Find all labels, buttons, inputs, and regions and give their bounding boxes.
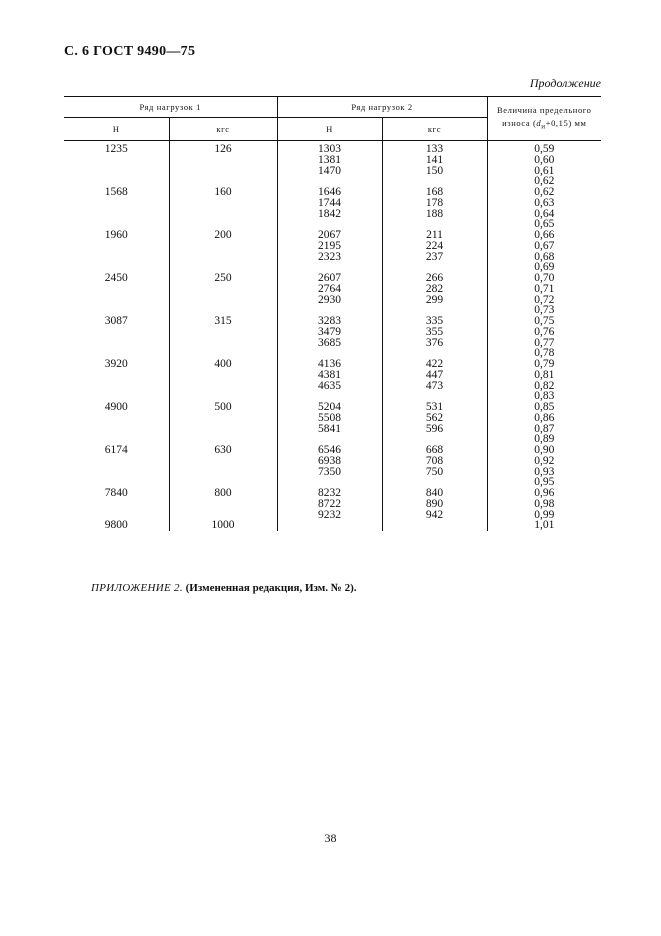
cell-kgs-2: 188 — [382, 209, 487, 220]
cell-kgs-1 — [169, 155, 277, 166]
cell-wear: 0,66 — [534, 229, 555, 241]
cell-n-2: 9232 — [277, 510, 382, 521]
cell-wear: 0,99 — [534, 508, 555, 521]
cell-n-1 — [64, 499, 169, 510]
cell-n-1: 3087 — [64, 316, 169, 327]
table-row — [64, 209, 601, 220]
cell-kgs-1 — [169, 198, 277, 209]
cell-kgs-2: 335 — [382, 316, 487, 327]
cell-kgs-1 — [169, 327, 277, 338]
cell-wear: 0,62 — [534, 186, 555, 198]
page-number: 38 — [324, 831, 337, 845]
cell-kgs-2 — [382, 520, 487, 531]
cell-kgs-2: 299 — [382, 295, 487, 306]
table-row — [64, 166, 601, 177]
cell-kgs-2: 422 — [382, 359, 487, 370]
cell-n-2 — [277, 520, 382, 531]
cell-n-1 — [64, 424, 169, 435]
col-header-kgs-1: кгс — [169, 118, 277, 141]
cell-kgs-2: 376 — [382, 338, 487, 349]
cell-wear: 0,78 — [534, 347, 555, 360]
cell-n-2: 5841 — [277, 424, 382, 435]
cell-n-2: 4381 — [277, 370, 382, 381]
table-row — [64, 413, 601, 424]
cell-kgs-1: 250 — [169, 273, 277, 284]
cell-n-2: 5204 — [277, 402, 382, 413]
cell-kgs-1: 800 — [169, 488, 277, 499]
cell-n-1: 3920 — [64, 359, 169, 370]
table-row — [64, 499, 601, 510]
col-header-n-2: Н — [277, 118, 382, 141]
cell-kgs-2: 668 — [382, 445, 487, 456]
col-header-n-1: Н — [64, 118, 169, 141]
cell-kgs-2: 150 — [382, 166, 487, 177]
cell-wear: 0,82 — [534, 379, 555, 392]
cell-wear: 0,65 — [534, 218, 555, 231]
cell-kgs-1: 500 — [169, 402, 277, 413]
cell-n-1 — [64, 241, 169, 252]
cell-wear: 0,63 — [534, 196, 555, 209]
table-row — [64, 381, 601, 392]
cell-kgs-1: 400 — [169, 359, 277, 370]
cell-n-1 — [64, 252, 169, 263]
cell-n-2: 2930 — [277, 295, 382, 306]
cell-n-1: 2450 — [64, 273, 169, 284]
cell-kgs-2: 531 — [382, 402, 487, 413]
cell-kgs-2: 237 — [382, 252, 487, 263]
cell-kgs-1 — [169, 209, 277, 220]
cell-kgs-2: 224 — [382, 241, 487, 252]
cell-n-1 — [64, 155, 169, 166]
cell-n-2: 1842 — [277, 209, 382, 220]
table-row — [64, 155, 601, 166]
wear-line-1: Величина предельного — [497, 104, 592, 115]
cell-kgs-2: 282 — [382, 284, 487, 295]
col-header-kgs-2: кгс — [382, 118, 487, 141]
cell-n-1 — [64, 209, 169, 220]
cell-kgs-2: 562 — [382, 413, 487, 424]
cell-wear: 0,62 — [534, 175, 555, 188]
cell-n-2: 3283 — [277, 316, 382, 327]
cell-n-2: 4136 — [277, 359, 382, 370]
cell-wear: 0,98 — [534, 497, 555, 510]
cell-n-1: 4900 — [64, 402, 169, 413]
table-row — [64, 467, 601, 478]
cell-n-2: 7350 — [277, 467, 382, 478]
cell-kgs-2: 750 — [382, 467, 487, 478]
cell-n-1: 6174 — [64, 445, 169, 456]
cell-kgs-1: 126 — [169, 141, 277, 155]
cell-kgs-1 — [169, 456, 277, 467]
cell-n-1 — [64, 381, 169, 392]
cell-wear: 0,59 — [534, 143, 555, 155]
cell-n-1: 1568 — [64, 187, 169, 198]
cell-n-1 — [64, 338, 169, 349]
cell-n-1: 1235 — [64, 141, 169, 155]
cell-wear: 0,79 — [534, 358, 555, 370]
cell-wear: 0,87 — [534, 422, 555, 435]
table-row — [64, 424, 601, 435]
header-wear-limit — [487, 97, 601, 141]
cell-kgs-1: 1000 — [169, 520, 277, 531]
cell-wear: 0,68 — [534, 250, 555, 263]
cell-n-2: 2607 — [277, 273, 382, 284]
table-row — [64, 370, 601, 381]
cell-wear: 0,89 — [534, 433, 555, 446]
cell-kgs-2: 473 — [382, 381, 487, 392]
cell-kgs-1 — [169, 381, 277, 392]
cell-kgs-1 — [169, 338, 277, 349]
cell-n-1: 1960 — [64, 230, 169, 241]
cell-wear: 0,92 — [534, 454, 555, 467]
wear-d-symbol: d — [536, 117, 542, 128]
cell-kgs-1 — [169, 284, 277, 295]
cell-wear: 0,77 — [534, 336, 555, 349]
group-header-load-series-2: Ряд нагрузок 2 — [277, 97, 487, 118]
wear-line-2-pre: износа ( — [502, 117, 537, 128]
cell-n-1: 7840 — [64, 488, 169, 499]
cell-wear: 0,86 — [534, 411, 555, 424]
cell-n-2: 3479 — [277, 327, 382, 338]
cell-wear: 0,60 — [534, 153, 555, 166]
table-row — [64, 295, 601, 306]
cell-n-2: 2764 — [277, 284, 382, 295]
cell-n-1 — [64, 456, 169, 467]
cell-kgs-1: 160 — [169, 187, 277, 198]
table-row — [64, 327, 601, 338]
cell-kgs-2: 708 — [382, 456, 487, 467]
cell-wear: 1,01 — [534, 519, 555, 532]
wear-d-subscript: и — [541, 122, 546, 131]
cell-wear: 0,69 — [534, 261, 555, 274]
cell-n-1 — [64, 166, 169, 177]
cell-n-1 — [64, 284, 169, 295]
appendix-label: ПРИЛОЖЕНИЕ 2. — [91, 582, 183, 594]
cell-kgs-1 — [169, 252, 277, 263]
cell-wear: 0,76 — [534, 325, 555, 338]
cell-n-2: 1470 — [277, 166, 382, 177]
cell-kgs-1: 315 — [169, 316, 277, 327]
cell-kgs-2: 211 — [382, 230, 487, 241]
cell-wear: 0,95 — [534, 476, 555, 489]
cell-kgs-2: 168 — [382, 187, 487, 198]
table-row — [64, 198, 601, 209]
continuation-label: Продолжение — [529, 76, 601, 90]
cell-kgs-1 — [169, 295, 277, 306]
cell-wear: 0,83 — [534, 390, 555, 403]
cell-kgs-2: 840 — [382, 488, 487, 499]
cell-kgs-2: 141 — [382, 155, 487, 166]
cell-wear: 0,67 — [534, 239, 555, 252]
cell-n-2: 2323 — [277, 252, 382, 263]
cell-wear: 0,85 — [534, 401, 555, 413]
cell-n-2: 5508 — [277, 413, 382, 424]
table-row — [64, 456, 601, 467]
cell-kgs-2: 596 — [382, 424, 487, 435]
cell-kgs-1: 200 — [169, 230, 277, 241]
cell-n-1 — [64, 370, 169, 381]
cell-n-1: 9800 — [64, 520, 169, 531]
cell-wear: 0,75 — [534, 315, 555, 327]
cell-kgs-2: 355 — [382, 327, 487, 338]
cell-n-2: 4635 — [277, 381, 382, 392]
table-row — [64, 510, 601, 521]
wear-line-2-post: +0,15) мм — [545, 117, 587, 128]
cell-wear: 0,64 — [534, 207, 555, 220]
cell-n-2: 1744 — [277, 198, 382, 209]
cell-kgs-1 — [169, 241, 277, 252]
cell-n-2: 6938 — [277, 456, 382, 467]
cell-n-2: 2067 — [277, 230, 382, 241]
cell-wear: 0,96 — [534, 487, 555, 499]
cell-kgs-2: 890 — [382, 499, 487, 510]
cell-kgs-1 — [169, 413, 277, 424]
cell-n-2: 6546 — [277, 445, 382, 456]
cell-kgs-2: 447 — [382, 370, 487, 381]
group-header-load-series-1: Ряд нагрузок 1 — [64, 97, 277, 118]
cell-n-2: 8722 — [277, 499, 382, 510]
cell-n-2: 1303 — [277, 141, 382, 155]
cell-n-2: 2195 — [277, 241, 382, 252]
cell-wear: 0,93 — [534, 465, 555, 478]
cell-n-2: 1646 — [277, 187, 382, 198]
table-row — [64, 338, 601, 349]
document-header: С. 6 ГОСТ 9490—75 — [64, 44, 196, 59]
cell-kgs-2: 266 — [382, 273, 487, 284]
table-row — [64, 284, 601, 295]
table-body — [64, 141, 601, 532]
cell-wear: 0,71 — [534, 282, 555, 295]
table-row — [64, 520, 601, 531]
cell-n-1 — [64, 413, 169, 424]
cell-kgs-2: 133 — [382, 141, 487, 155]
cell-n-2: 3685 — [277, 338, 382, 349]
cell-kgs-2: 178 — [382, 198, 487, 209]
table-row — [64, 252, 601, 263]
cell-kgs-1 — [169, 467, 277, 478]
cell-wear: 0,72 — [534, 293, 555, 306]
cell-kgs-1 — [169, 370, 277, 381]
cell-wear: 0,61 — [534, 164, 555, 177]
cell-n-1 — [64, 198, 169, 209]
cell-kgs-1 — [169, 166, 277, 177]
cell-kgs-1 — [169, 424, 277, 435]
cell-wear: 0,73 — [534, 304, 555, 317]
cell-n-2: 8232 — [277, 488, 382, 499]
cell-n-1 — [64, 295, 169, 306]
cell-kgs-1: 630 — [169, 445, 277, 456]
cell-wear: 0,90 — [534, 444, 555, 456]
cell-n-2: 1381 — [277, 155, 382, 166]
cell-wear: 0,70 — [534, 272, 555, 284]
table-row — [64, 241, 601, 252]
cell-wear: 0,81 — [534, 368, 555, 381]
appendix-revision-note: (Измененная редакция, Изм. № 2). — [185, 582, 357, 594]
cell-n-1 — [64, 467, 169, 478]
load-wear-table — [64, 96, 601, 531]
table-row — [64, 141, 601, 155]
cell-kgs-2: 942 — [382, 510, 487, 521]
cell-kgs-1 — [169, 499, 277, 510]
cell-n-1 — [64, 327, 169, 338]
appendix-note — [91, 582, 357, 594]
